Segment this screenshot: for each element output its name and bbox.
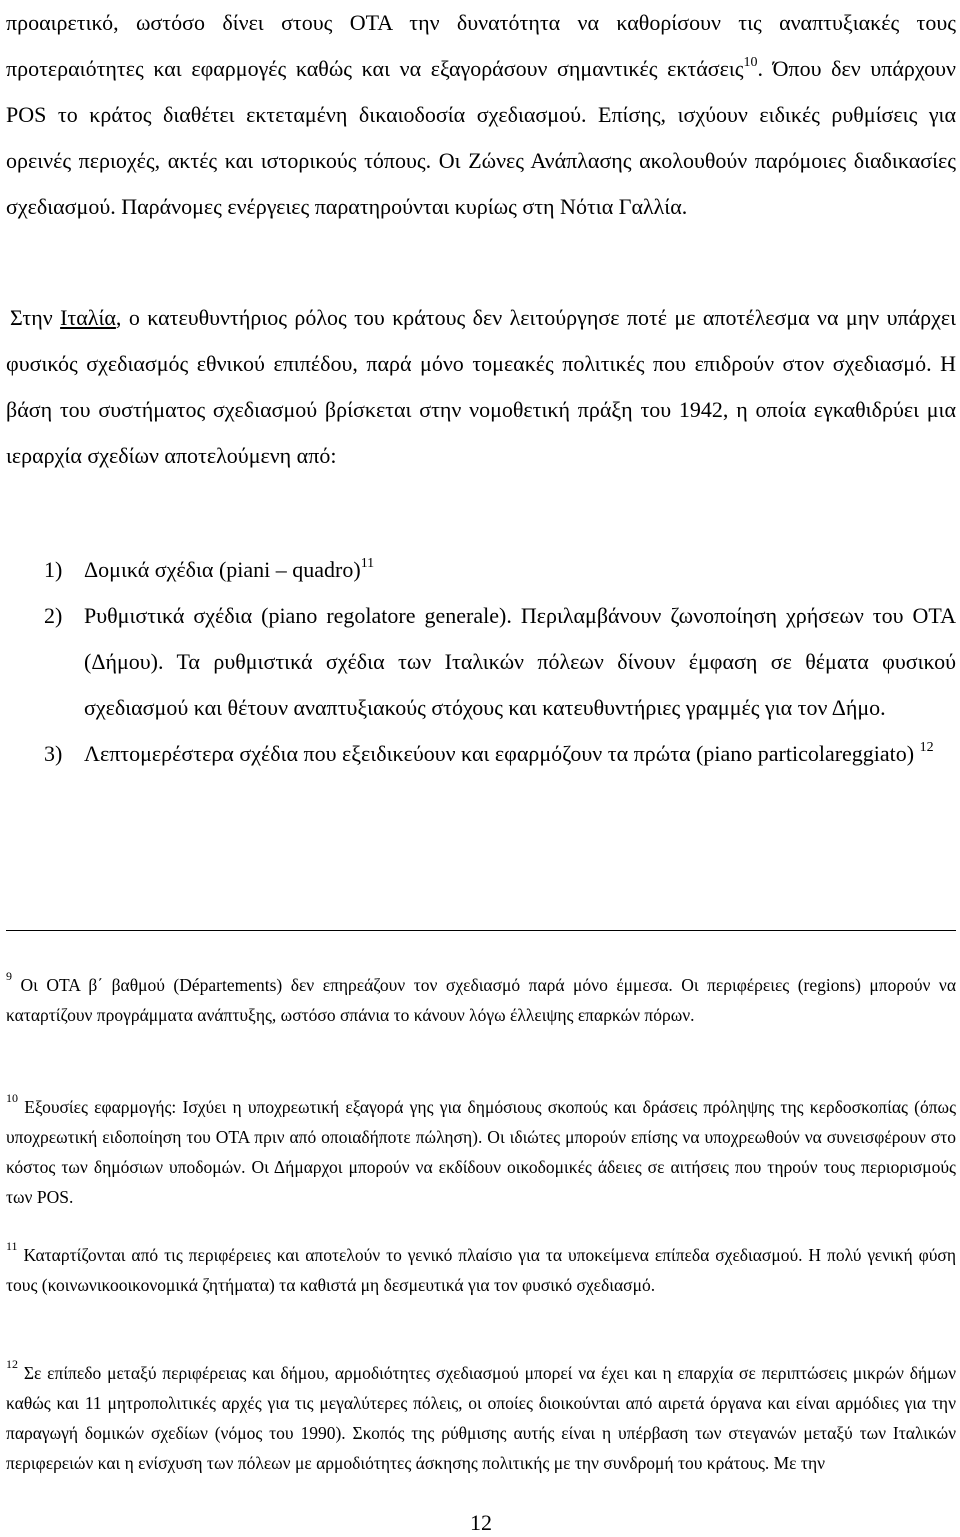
list-item xyxy=(6,593,956,731)
list-item xyxy=(6,547,956,593)
plan-hierarchy-list xyxy=(6,547,956,777)
footnote-text: Σε επίπεδο μεταξύ περιφέρειας και δήμου, αρμοδιότητες σχεδιασμού μπορεί να έχει και η επαρχία σε περιπτώσεις μικρών δήμων καθώς και 11 μητροπολιτικές αρχές για τις μεγαλύτερες πόλεις, οι οποίες διοικούνται από αιρετά όργανα και είναι αρμόδιες για την παραγωγή δομικών σχεδίων (νόμος του 1990). Σκοπός της ρύθμισης αυτής είναι η υπέρβαση των στεγανών μεταξύ των Ιταλικών περιφερειών και η ενίσχυση των πόλεων με αρμοδιότητες άσκησης πολιτικής με την συνδρομή του κράτους. Με την xyxy=(6,1363,956,1473)
paragraph-text: Στην xyxy=(10,305,61,330)
paragraph-text: , ο κατευθυντήριος ρόλος του κράτους δεν λειτούργησε ποτέ με αποτέλεσμα να μην υπάρχει φυσικός σχεδιασμός εθνικού επιπέδου, παρά μόνο τομεακές πολιτικές που επιδρούν στον σχεδιασμό. Η βάση του συστήματος σχεδιασμού βρίσκεται στην νομοθετική πράξη του 1942, η οποία εγκαθιδρύει μια ιεραρχία σχεδίων αποτελούμενη από: xyxy=(6,305,957,468)
footnote-text: Οι ΟΤΑ β΄ βαθμού (Départements) δεν επηρεάζουν τον σχεδιασμό παρά μόνο έμμεσα. Οι περιφέρειες (regions) μπορούν να καταρτίζουν προγράμματα ανάπτυξης, ωστόσο σπάνια το κάνουν λόγω έλλειψης επαρκών πόρων. xyxy=(6,975,956,1025)
page-number: 12 xyxy=(470,1510,492,1535)
footnote-11 xyxy=(6,1240,956,1300)
paragraph-france xyxy=(6,0,956,230)
list-item xyxy=(6,731,956,777)
footnote-text: Εξουσίες εφαρμογής: Ισχύει η υποχρεωτική εξαγορά γης για δημόσιους σκοπούς και δράσεις πρόληψης της κερδοσκοπίας (όπως υποχρεωτική ειδοποίηση του ΟΤΑ πριν από οποιαδήποτε πώληση). Οι ιδιώτες μπορούν επίσης να υποχρεωθούν να συνεισφέρουν στο κόστος των δημόσιων υποδομών. Οι Δήμαρχοι μπορούν να εκδίδουν οικοδομικές άδειες σε αιτήσεις που τηρούν τους περιορισμούς των POS. xyxy=(6,1097,956,1207)
list-number: 1) xyxy=(44,557,63,582)
footnote-9 xyxy=(6,970,956,1030)
list-item-text: Δομικά σχέδια (piani – quadro) xyxy=(84,557,361,582)
footnote-number: 10 xyxy=(6,1091,18,1106)
footnote-number: 11 xyxy=(6,1239,18,1254)
footnote-ref[interactable]: 12 xyxy=(919,739,934,755)
underlined-term: Ιταλία xyxy=(60,305,116,330)
list-item-text: Ρυθμιστικά σχέδια (piano regolatore generale). Περιλαμβάνουν ζωνοποίηση χρήσεων του ΟΤΑ (Δήμου). Τα ρυθμιστικά σχέδια των Ιταλικών πόλεων δίνουν έμφαση σε θέματα φυσικού σχεδιασμού και θέτουν αναπτυξιακούς στόχους και κατευθυντήριες γραμμές για τον Δήμο. xyxy=(84,603,956,720)
footnote-number: 12 xyxy=(6,1357,18,1372)
paragraph-text: . Όπου δεν υπάρχουν POS το κράτος διαθέτει εκτεταμένη δικαιοδοσία σχεδιασμού. Επίσης, ισχύουν ειδικές ρυθμίσεις για ορεινές περιοχές, ακτές και ιστορικούς τόπους. Οι Ζώνες Ανάπλασης ακολουθούν παρόμοιες διαδικασίες σχεδιασμού. Παράνομες ενέργειες παρατηρούνται κυρίως στη Νότια Γαλλία. xyxy=(6,56,956,219)
paragraph-line: τους προτεραιότητες και εφαρμογές καθώς και να εξαγοράσουν σημαντικές εκτάσεις xyxy=(6,10,956,81)
list-number: 3) xyxy=(44,741,63,766)
footnote-number: 9 xyxy=(6,969,12,984)
footnote-ref[interactable]: 11 xyxy=(360,555,375,571)
footnote-12 xyxy=(6,1358,956,1478)
footnote-ref[interactable]: 10 xyxy=(743,54,758,70)
paragraph-italy xyxy=(6,295,956,479)
footnote-10 xyxy=(6,1092,956,1212)
list-number: 2) xyxy=(44,603,63,628)
footnote-separator xyxy=(6,930,956,931)
footnote-text: Καταρτίζονται από τις περιφέρειες και αποτελούν το γενικό πλαίσιο για τα υποκείμενα επίπεδα σχεδιασμού. Η πολύ γενική φύση τους (κοινωνικοοικονομικά ζητήματα) τα καθιστά μη δεσμευτικά για τον φυσικό σχεδιασμό. xyxy=(6,1245,956,1295)
paragraph-line: προαιρετικό, ωστόσο δίνει στους ΟΤΑ την δυνατότητα να καθορίσουν τις αναπτυξιακές xyxy=(6,10,900,35)
list-item-text: Λεπτομερέστερα σχέδια που εξειδικεύουν και εφαρμόζουν τα πρώτα (piano particolareggiato) xyxy=(84,741,915,766)
